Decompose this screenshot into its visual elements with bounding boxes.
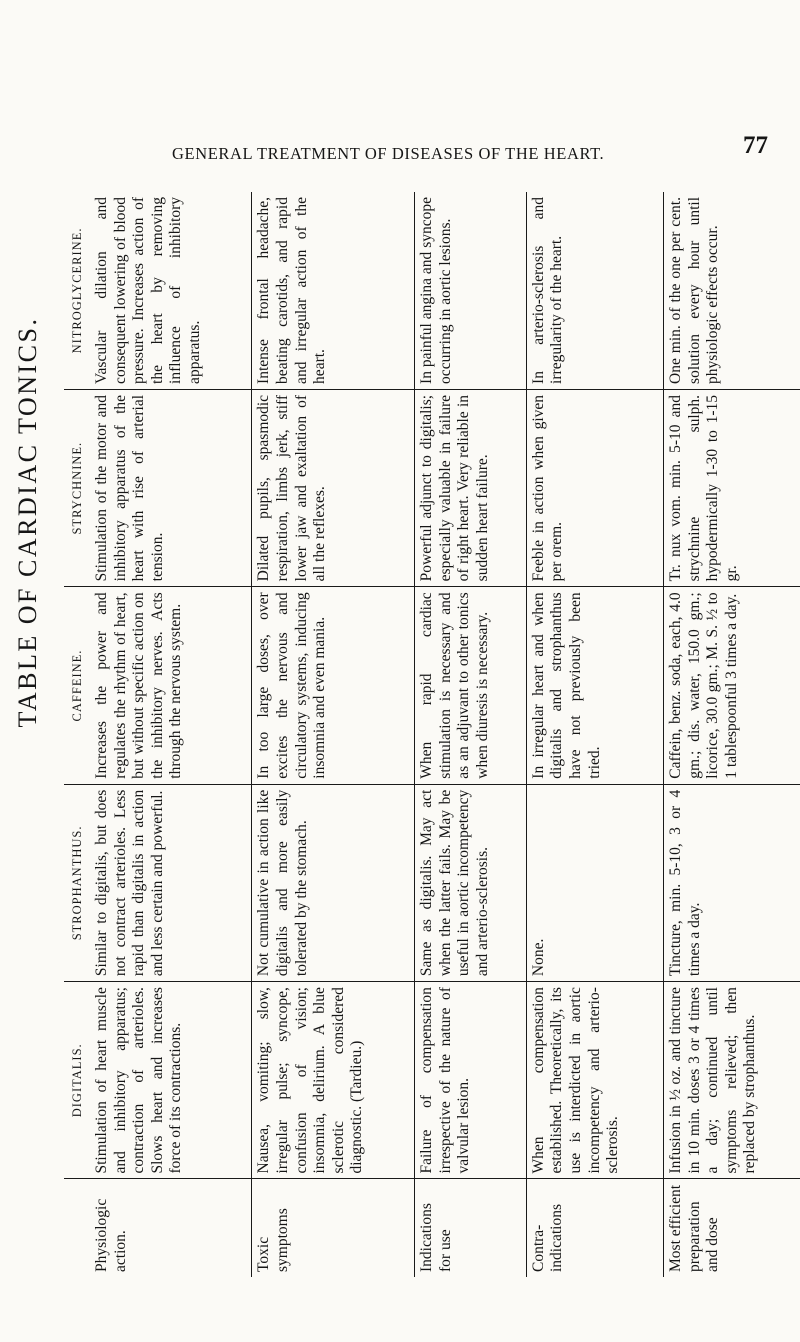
table-cell: Feeble in action when given per orem. [526,389,663,586]
column-header-strophanthus: STROPHANTHUS. [64,784,90,981]
table-cell: Similar to digitalis, but does not contract arterioles. Less rapid than digitalis in action and less certain and powerful. [90,784,252,981]
page-number: 77 [743,132,768,159]
row-label: Contra-indications [526,1179,663,1277]
table-cell: Same as digitalis. May act when the latter fails. May be useful in aortic incompetency and arterio-sclerosis. [415,784,527,981]
cardiac-tonics-table [64,192,800,1277]
table-cell: Stimulation of heart muscle and inhibitory apparatus; contraction of arterioles. Slows heart and increases force of its contractions. [90,982,252,1179]
column-header-digitalis: DIGITALIS. [64,982,90,1179]
table-cell: None. [526,784,663,981]
row-label: Toxic symptoms [252,1179,415,1277]
table-cell: Tincture, min. 5-10, 3 or 4 times a day. [663,784,800,981]
running-head: GENERAL TREATMENT OF DISEASES OF THE HEART. [172,144,605,163]
table-cell: In irregular heart and when digitalis and strophanthus have not previously been tried. [526,587,663,784]
table-cell: When rapid cardiac stimulation is necessary and as an adjuvant to other tonics when diuresis is necessary. [415,587,527,784]
table-title [10,302,46,742]
table-cell: Failure of compensation irrespective of the nature of valvular lesion. [415,982,527,1179]
table-row-indications [415,192,527,1277]
row-label: Indications for use [415,1179,527,1277]
table-cell: Stimulation of the motor and inhibitory apparatus of the heart with rise of arterial tension. [90,389,252,586]
table-cell: Vascular dilation and consequent lowering of blood pressure. Increases action of the heart by removing influence of inhibitory apparatus. [90,192,252,389]
table-cell: Caffein, benz. soda, each, 4.0 gm.; dis. water, 150.0 gm.; licorice, 30.0 gm.; M. S. ½ to 1 tablespoonful 3 times a day. [663,587,800,784]
table-row-preparation-and-dose [663,192,800,1277]
table-cell: Infusion in ½ oz. and tincture in 10 min. doses 3 or 4 times a day; continued until symptoms relieved; then replaced by strophanthus. [663,982,800,1179]
table-cell: When compensation established. Theoretically, its use is interdicted in aortic incompetency and arterio-sclerosis. [526,982,663,1179]
table-cell: Powerful adjunct to digitalis; especially valuable in failure of right heart. Very reliable in sudden heart failure. [415,389,527,586]
table-cell: One min. of the one per cent. solution every hour until physiologic effects occur. [663,192,800,389]
table-cell: In arterio-sclerosis and irregularity of the heart. [526,192,663,389]
table-cell: In painful angina and syncope occurring in aortic lesions. [415,192,527,389]
row-label: Physiologic action. [93,1198,129,1272]
table-row-contra-indications [526,192,663,1277]
table-cell: Dilated pupils, spasmodic respiration, limbs jerk, stiff lower jaw and exaltation of all the reflexes. [252,389,415,586]
table-cell: Tr. nux vom. min. 5-10 and strychnine sulph. hypodermically 1-30 to 1-15 gr. [663,389,800,586]
row-label: Most efficient preparation and dose [663,1179,800,1277]
cardiac-tonics-table-frame [64,192,800,1277]
table-title-text: TABLE OF CARDIAC TONICS. [13,316,42,728]
table-cell: Increases the power and regulates the rhythm of heart, but without specific action on the inhibitory nerves. Acts through the nervous system. [90,587,252,784]
rotated-table [64,192,800,1277]
header-corner [64,1179,90,1277]
table-row-physiologic-action [90,192,252,1277]
table-row-toxic-symptoms [252,192,415,1277]
table-cell: In too large doses, over excites the nervous and circulatory systems, inducing insomnia and even mania. [252,587,415,784]
table-cell: Not cumulative in action like digitalis and more easily tolerated by the stomach. [252,784,415,981]
table-header-row [64,192,90,1277]
column-header-nitroglycerine: NITROGLYCERINE. [64,192,90,389]
column-header-strychnine: STRYCHNINE. [64,389,90,586]
column-header-caffeine: CAFFEINE. [64,587,90,784]
table-cell: Nausea, vomiting; slow, irregular pulse; syncope, confusion of vision; insomnia, delirium. A blue sclerotic considered diagnostic. (Tardieu.) [252,982,415,1179]
table-cell: Intense frontal headache, beating carotids, and rapid and irregular action of the heart. [252,192,415,389]
